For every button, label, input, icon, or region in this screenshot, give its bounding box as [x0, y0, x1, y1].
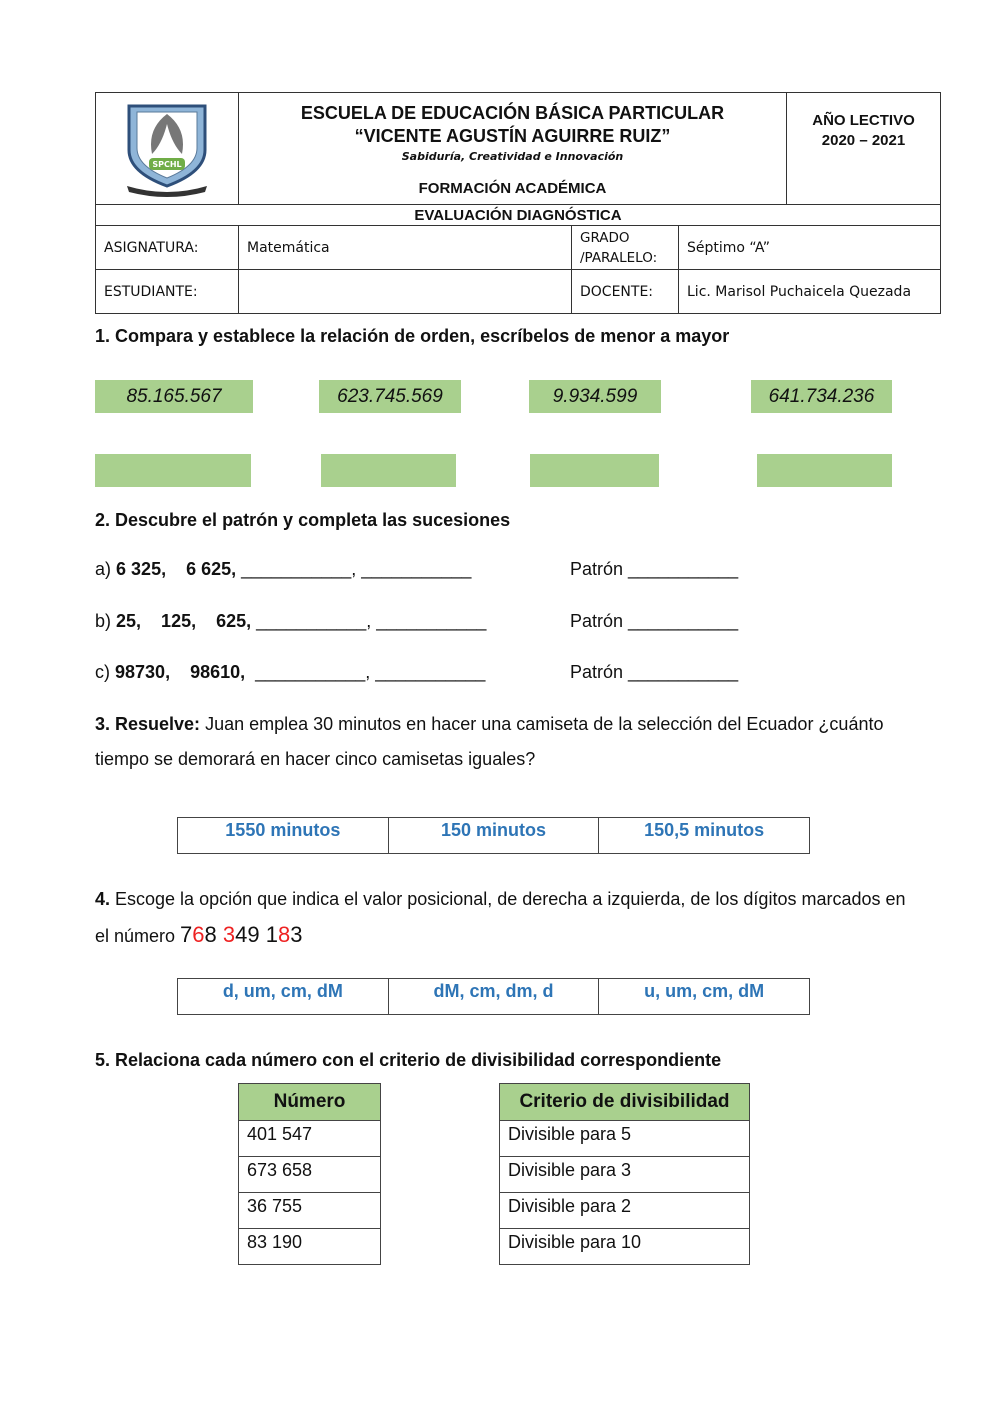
grade-label: GRADO /PARALELO:	[572, 226, 679, 270]
logo-cell	[96, 93, 239, 205]
year-cell	[787, 93, 941, 205]
info-table	[95, 225, 941, 314]
q3-option-2[interactable]: 150 minutos	[388, 818, 599, 854]
q2-row-b: b) 25, 125, 625, ___________, ___________	[95, 611, 487, 631]
q4-number: 768 349 183	[180, 922, 303, 947]
q5-number-3[interactable]: 36 755	[239, 1193, 381, 1229]
q1-number-4: 641.734.236	[751, 380, 892, 413]
q1-number-1: 85.165.567	[95, 380, 253, 413]
q1-answer-box-3[interactable]	[530, 454, 659, 487]
school-name-line2: “VICENTE AGUSTÍN AGUIRRE RUIZ”	[354, 126, 671, 146]
teacher-label: DOCENTE:	[572, 270, 679, 314]
q5-numbers-table	[238, 1083, 381, 1265]
q2-pattern-c[interactable]: Patrón ___________	[570, 662, 739, 682]
q2-pattern-a[interactable]: Patrón ___________	[570, 559, 739, 579]
q2-blanks-c[interactable]: ___________, ___________	[245, 662, 486, 682]
q5-criterion-2[interactable]: Divisible para 3	[500, 1157, 750, 1193]
student-label: ESTUDIANTE:	[96, 270, 239, 314]
q1-number-3: 9.934.599	[529, 380, 661, 413]
q2-pattern-b[interactable]: Patrón ___________	[570, 611, 739, 631]
year-value: 2020 – 2021	[821, 132, 906, 149]
student-field[interactable]	[239, 270, 572, 314]
subject-label: ASIGNATURA:	[96, 226, 239, 270]
q4-text: 4. Escoge la opción que indica el valor posicional, de derecha a izquierda, de los dígitos marcados en el número 768 349 183	[95, 889, 906, 947]
q1-answer-box-4[interactable]	[757, 454, 892, 487]
q1-number-2: 623.745.569	[319, 380, 461, 413]
q1-title: 1. Compara y establece la relación de orden, escríbelos de menor a mayor	[95, 326, 730, 346]
q3-text: 3. Resuelve: Juan emplea 30 minutos en hacer una camiseta de la selección del Ecuador ¿cuánto tiempo se demorará en hacer cinco camisetas iguales?	[95, 714, 884, 769]
q4-option-1[interactable]: d, um, cm, dM	[178, 979, 389, 1015]
school-motto: Sabiduría, Creatividad e Innovación	[401, 150, 624, 163]
q5-number-2[interactable]: 673 658	[239, 1157, 381, 1193]
q2-row-c: c) 98730, 98610, ___________, ___________	[95, 662, 486, 682]
q5-criterion-3[interactable]: Divisible para 2	[500, 1193, 750, 1229]
q5-criterion-1[interactable]: Divisible para 5	[500, 1121, 750, 1157]
formacion-label: FORMACIÓN ACADÉMICA	[418, 180, 607, 197]
q1-answer-box-2[interactable]	[321, 454, 456, 487]
q2-blanks-b[interactable]: ___________, ___________	[251, 611, 487, 631]
q5-number-4[interactable]: 83 190	[239, 1229, 381, 1265]
grade-value: Séptimo “A”	[679, 226, 941, 270]
evaluation-title: EVALUACIÓN DIAGNÓSTICA	[96, 205, 941, 226]
q3-option-1[interactable]: 1550 minutos	[178, 818, 389, 854]
header-table	[95, 92, 941, 226]
q2-row-a: a) 6 325, 6 625, ___________, ___________	[95, 559, 472, 579]
q5-criterion-4[interactable]: Divisible para 10	[500, 1229, 750, 1265]
q1-answer-box-1[interactable]	[95, 454, 251, 487]
year-label: AÑO LECTIVO	[812, 112, 915, 129]
school-logo	[117, 94, 217, 198]
q5-number-1[interactable]: 401 547	[239, 1121, 381, 1157]
q4-options	[177, 978, 810, 1015]
q5-numbers-header: Número	[239, 1084, 381, 1121]
q2-blanks-a[interactable]: ___________, ___________	[236, 559, 472, 579]
q3-options	[177, 817, 810, 854]
q4-option-3[interactable]: u, um, cm, dM	[599, 979, 810, 1015]
subject-value: Matemática	[239, 226, 572, 270]
q5-criteria-table	[499, 1083, 750, 1265]
q2-title: 2. Descubre el patrón y completa las sucesiones	[95, 510, 511, 530]
logo-text: SPCHL	[152, 160, 182, 169]
q4-option-2[interactable]: dM, cm, dm, d	[388, 979, 599, 1015]
q5-title: 5. Relaciona cada número con el criterio de divisibilidad correspondiente	[95, 1050, 722, 1070]
q5-criteria-header: Criterio de divisibilidad	[500, 1084, 750, 1121]
school-cell	[239, 93, 787, 205]
q3-option-3[interactable]: 150,5 minutos	[599, 818, 810, 854]
teacher-value: Lic. Marisol Puchaicela Quezada	[679, 270, 941, 314]
school-name-line1: ESCUELA DE EDUCACIÓN BÁSICA PARTICULAR	[300, 103, 725, 123]
